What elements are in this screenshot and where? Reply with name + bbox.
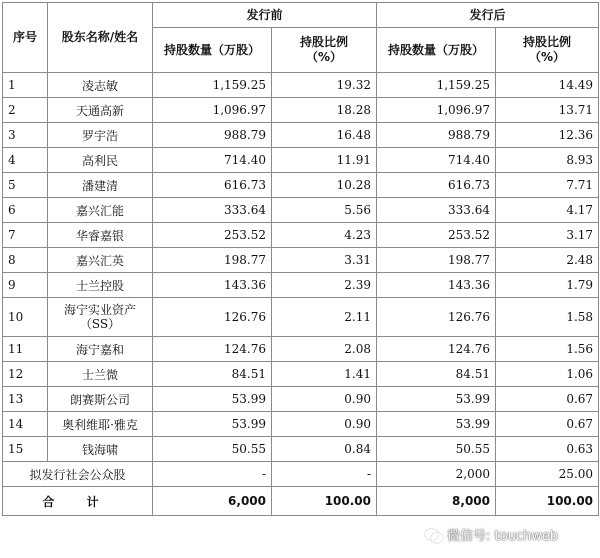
cell-pct-before: 2.11 — [272, 298, 377, 337]
cell-shareholder-name: 潘建清 — [48, 173, 153, 198]
table-row — [3, 173, 599, 198]
total-label: 合 计 — [3, 487, 153, 516]
header-ratio-after — [496, 28, 599, 73]
header-shareholder-name: 股东名称/姓名 — [48, 3, 153, 73]
cell-shareholder-name: 罗宇浩 — [48, 123, 153, 148]
cell-shareholder-name: 凌志敏 — [48, 73, 153, 98]
public-offering-row — [3, 462, 599, 487]
cell-pct-after: 2.48 — [496, 248, 599, 273]
cell-pct-after: 14.49 — [496, 73, 599, 98]
cell-shareholder-name: 天通高新 — [48, 98, 153, 123]
table-row — [3, 98, 599, 123]
cell-pct-after: 13.71 — [496, 98, 599, 123]
cell-shares-after: 126.76 — [377, 298, 496, 337]
header-ratio-before-label: 持股比例 — [300, 35, 349, 49]
table-row — [3, 123, 599, 148]
cell-shareholder-name: 高利民 — [48, 148, 153, 173]
cell-shares-before: 84.51 — [153, 362, 272, 387]
cell-shares-before: 53.99 — [153, 412, 272, 437]
total-pct-after: 100.00 — [496, 487, 599, 516]
cell-pct-before: 0.84 — [272, 437, 377, 462]
cell-shares-after: 50.55 — [377, 437, 496, 462]
cell-shares-after: 53.99 — [377, 412, 496, 437]
cell-shares-after: 1,096.97 — [377, 98, 496, 123]
cell-serial-no: 11 — [3, 337, 48, 362]
cell-pct-before: 18.28 — [272, 98, 377, 123]
cell-shareholder-name: 海宁实业资产（SS） — [48, 298, 153, 337]
cell-serial-no: 8 — [3, 248, 48, 273]
cell-serial-no: 9 — [3, 273, 48, 298]
cell-shareholder-name: 士兰微 — [48, 362, 153, 387]
cell-shares-before: 198.77 — [153, 248, 272, 273]
cell-pct-before: 1.41 — [272, 362, 377, 387]
table-row — [3, 437, 599, 462]
cell-pct-before: 5.56 — [272, 198, 377, 223]
table-row — [3, 198, 599, 223]
cell-shares-before: 253.52 — [153, 223, 272, 248]
shareholding-table — [2, 2, 599, 516]
cell-pct-before: 0.90 — [272, 387, 377, 412]
cell-serial-no: 15 — [3, 437, 48, 462]
table-row — [3, 248, 599, 273]
cell-shares-before: 616.73 — [153, 173, 272, 198]
cell-pct-after: 1.56 — [496, 337, 599, 362]
cell-pct-before: 10.28 — [272, 173, 377, 198]
table-row — [3, 273, 599, 298]
cell-pct-before: 3.31 — [272, 248, 377, 273]
cell-shareholder-name: 嘉兴汇英 — [48, 248, 153, 273]
cell-shares-after: 714.40 — [377, 148, 496, 173]
table-row — [3, 387, 599, 412]
cell-shares-before: 333.64 — [153, 198, 272, 223]
table-row — [3, 298, 599, 337]
cell-shares-after: 198.77 — [377, 248, 496, 273]
cell-pct-after: 3.17 — [496, 223, 599, 248]
cell-shares-after: 333.64 — [377, 198, 496, 223]
cell-serial-no: 4 — [3, 148, 48, 173]
cell-shares-after: 53.99 — [377, 387, 496, 412]
header-serial-no: 序号 — [3, 3, 48, 73]
cell-pct-after: 1.06 — [496, 362, 599, 387]
cell-shares-before: 126.76 — [153, 298, 272, 337]
cell-shares-before: 714.40 — [153, 148, 272, 173]
cell-shares-before: 124.76 — [153, 337, 272, 362]
cell-pct-before: 0.90 — [272, 412, 377, 437]
cell-shares-after: 253.52 — [377, 223, 496, 248]
cell-serial-no: 2 — [3, 98, 48, 123]
public-pct-before: - — [272, 462, 377, 487]
total-shares-after: 8,000 — [377, 487, 496, 516]
total-row — [3, 487, 599, 516]
table-row — [3, 223, 599, 248]
header-shares-before: 持股数量（万股） — [153, 28, 272, 73]
cell-shareholder-name: 钱海啸 — [48, 437, 153, 462]
wechat-icon — [425, 528, 443, 542]
cell-serial-no: 12 — [3, 362, 48, 387]
public-shares-after: 2,000 — [377, 462, 496, 487]
cell-pct-before: 19.32 — [272, 73, 377, 98]
cell-shares-after: 143.36 — [377, 273, 496, 298]
cell-pct-after: 1.58 — [496, 298, 599, 337]
wechat-watermark — [425, 525, 558, 544]
cell-shares-after: 988.79 — [377, 123, 496, 148]
cell-shares-before: 1,096.97 — [153, 98, 272, 123]
cell-pct-after: 0.67 — [496, 387, 599, 412]
cell-shareholder-name: 海宁嘉和 — [48, 337, 153, 362]
cell-serial-no: 6 — [3, 198, 48, 223]
cell-shares-after: 84.51 — [377, 362, 496, 387]
public-pct-after: 25.00 — [496, 462, 599, 487]
cell-shares-after: 616.73 — [377, 173, 496, 198]
table-row — [3, 412, 599, 437]
cell-shareholder-name: 华睿嘉银 — [48, 223, 153, 248]
total-shares-before: 6,000 — [153, 487, 272, 516]
header-ratio-before — [272, 28, 377, 73]
header-ratio-before-unit: （%） — [305, 50, 343, 64]
watermark-text: 微信号: touchweb — [447, 529, 559, 544]
cell-shareholder-name: 士兰控股 — [48, 273, 153, 298]
cell-serial-no: 1 — [3, 73, 48, 98]
cell-pct-after: 0.67 — [496, 412, 599, 437]
cell-pct-before: 2.39 — [272, 273, 377, 298]
cell-shares-before: 1,159.25 — [153, 73, 272, 98]
table-footer — [3, 462, 599, 516]
table-row — [3, 362, 599, 387]
cell-pct-before: 16.48 — [272, 123, 377, 148]
header-before-issue: 发行前 — [153, 3, 377, 28]
total-pct-before: 100.00 — [272, 487, 377, 516]
cell-serial-no: 3 — [3, 123, 48, 148]
cell-shareholder-name: 嘉兴汇能 — [48, 198, 153, 223]
cell-shares-before: 143.36 — [153, 273, 272, 298]
public-shares-before: - — [153, 462, 272, 487]
table-row — [3, 337, 599, 362]
cell-serial-no: 7 — [3, 223, 48, 248]
cell-pct-before: 11.91 — [272, 148, 377, 173]
cell-pct-after: 1.79 — [496, 273, 599, 298]
table-body — [3, 73, 599, 462]
cell-shares-before: 53.99 — [153, 387, 272, 412]
cell-shares-before: 50.55 — [153, 437, 272, 462]
cell-shares-before: 988.79 — [153, 123, 272, 148]
cell-shares-after: 1,159.25 — [377, 73, 496, 98]
table-row — [3, 73, 599, 98]
cell-pct-before: 2.08 — [272, 337, 377, 362]
header-shares-after: 持股数量（万股） — [377, 28, 496, 73]
cell-shareholder-name: 奥利维耶·雅克 — [48, 412, 153, 437]
cell-serial-no: 5 — [3, 173, 48, 198]
public-offering-label: 拟发行社会公众股 — [3, 462, 153, 487]
cell-serial-no: 10 — [3, 298, 48, 337]
header-ratio-after-label: 持股比例 — [523, 35, 572, 49]
cell-serial-no: 14 — [3, 412, 48, 437]
cell-shares-after: 124.76 — [377, 337, 496, 362]
header-ratio-after-unit: （%） — [529, 50, 566, 64]
cell-pct-before: 4.23 — [272, 223, 377, 248]
cell-shareholder-name: 朗赛斯公司 — [48, 387, 153, 412]
cell-pct-after: 0.63 — [496, 437, 599, 462]
cell-pct-after: 4.17 — [496, 198, 599, 223]
cell-pct-after: 7.71 — [496, 173, 599, 198]
table-row — [3, 148, 599, 173]
header-row-top — [3, 3, 599, 28]
header-after-issue: 发行后 — [377, 3, 599, 28]
cell-pct-after: 12.36 — [496, 123, 599, 148]
cell-serial-no: 13 — [3, 387, 48, 412]
cell-pct-after: 8.93 — [496, 148, 599, 173]
